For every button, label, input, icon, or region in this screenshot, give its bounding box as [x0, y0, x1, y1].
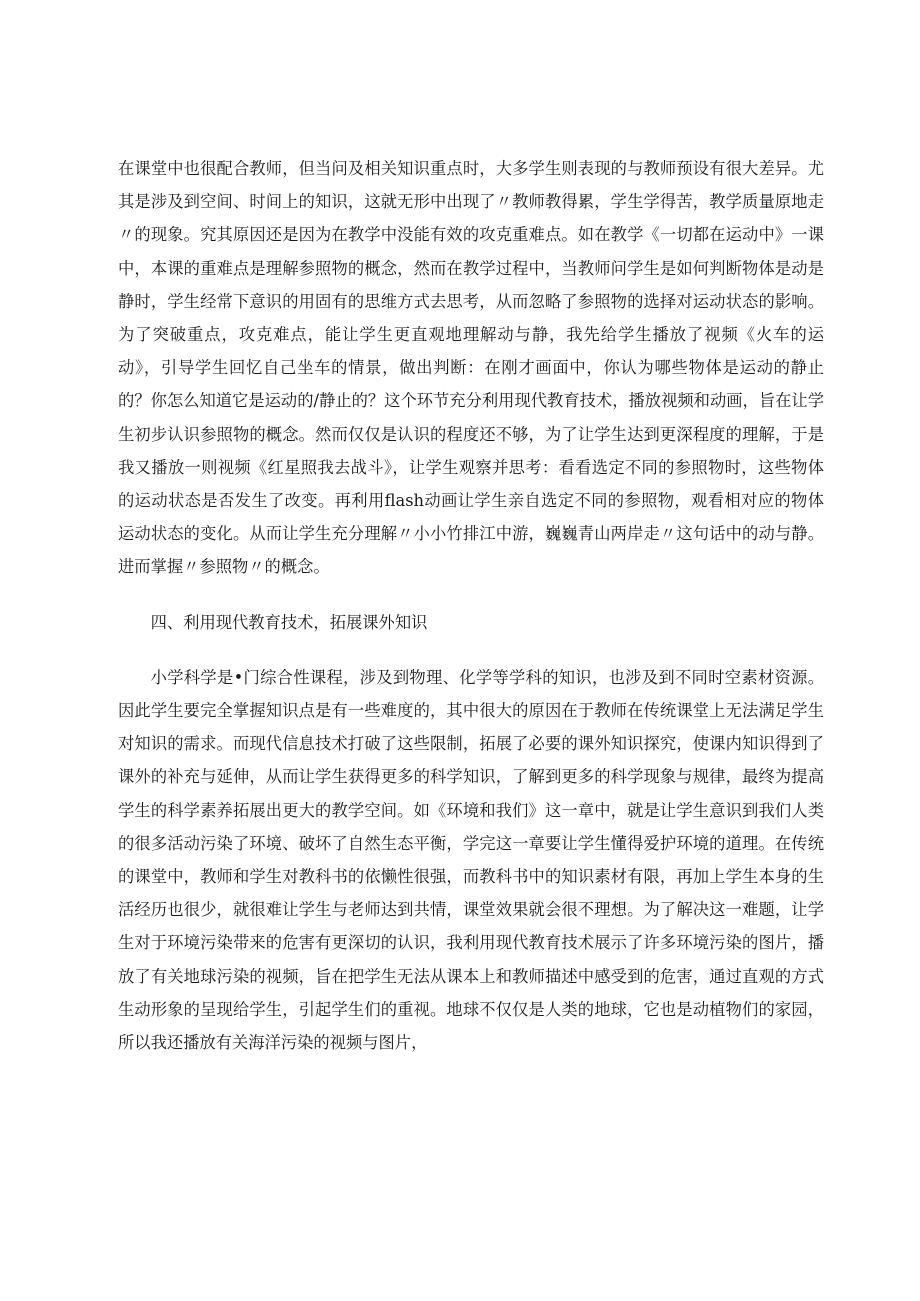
- document-body: [118, 152, 824, 1059]
- paragraph-continued: 在课堂中也很配合教师，但当问及相关知识重点时，大多学生则表现的与教师预设有很大差异。尤其是涉及到空间、时间上的知识，这就无形中出现了〃教师教得累，学生学得苦，教学质量原地走〃的现象。究其原因还是因为在教学中没能有效的攻克重难点。如在教学《一切都在运动中》一课中，本课的重难点是理解参照物的概念，然而在教学过程中，当教师问学生是如何判断物体是动是静时，学生经常下意识的用固有的思维方式去思考，从而忽略了参照物的选择对运动状态的影响。为了突破重点，攻克难点，能让学生更直观地理解动与静，我先给学生播放了视频《火车的运动》，引导学生回忆自己坐车的情景，做出判断：在刚才画面中，你认为哪些物体是运动的静止的？你怎么知道它是运动的/静止的？这个环节充分利用现代教育技术，播放视频和动画，旨在让学生初步认识参照物的概念。然而仅仅是认识的程度还不够，为了让学生达到更深程度的理解，于是我又播放一则视频《红星照我去战斗》，让学生观察并思考：看看选定不同的参照物时，这些物体的运动状态是否发生了改变。再利用flash动画让学生亲自选定不同的参照物，观看相对应的物体运动状态的变化。从而让学生充分理解〃小小竹排江中游，巍巍青山两岸走〃这句话中的动与静。进而掌握〃参照物〃的概念。: [118, 159, 824, 577]
- section-heading: 四、利用现代教育技术，拓展课外知识: [150, 612, 428, 632]
- paragraph-section-four: 小学科学是•门综合性课程，涉及到物理、化学等学科的知识，也涉及到不同时空素材资源。因此学生要完全掌握知识点是有一些难度的，其中很大的原因在于教师在传统课堂上无法满足学生对知识的需求。而现代信息技术打破了这些限制，拓展了必要的课外知识探究，使课内知识得到了课外的补充与延伸，从而让学生获得更多的科学知识，了解到更多的科学现象与规律，最终为提高学生的科学素养拓展出更大的教学空间。如《环境和我们》这一章中，就是让学生意识到我们人类的很多活动污染了环境、破坏了自然生态平衡，学完这一章要让学生懂得爱护环境的道理。在传统的课堂中，教师和学生对教科书的依懒性很强，而教科书中的知识素材有限，再加上学生本身的生活经历也很少，就很难让学生与老师达到共情，课堂效果就会很不理想。为了解决这一难题，让学生对于环境污染带来的危害有更深切的认识，我利用现代教育技术展示了许多环境污染的图片，播放了有关地球污染的视频，旨在把学生无法从课本上和教师描述中感受到的危害，通过直观的方式生动形象的呈现给学生，引起学生们的重视。地球不仅仅是人类的地球，它也是动植物们的家园，所以我还播放有关海洋污染的视频与图片，: [118, 667, 824, 1053]
